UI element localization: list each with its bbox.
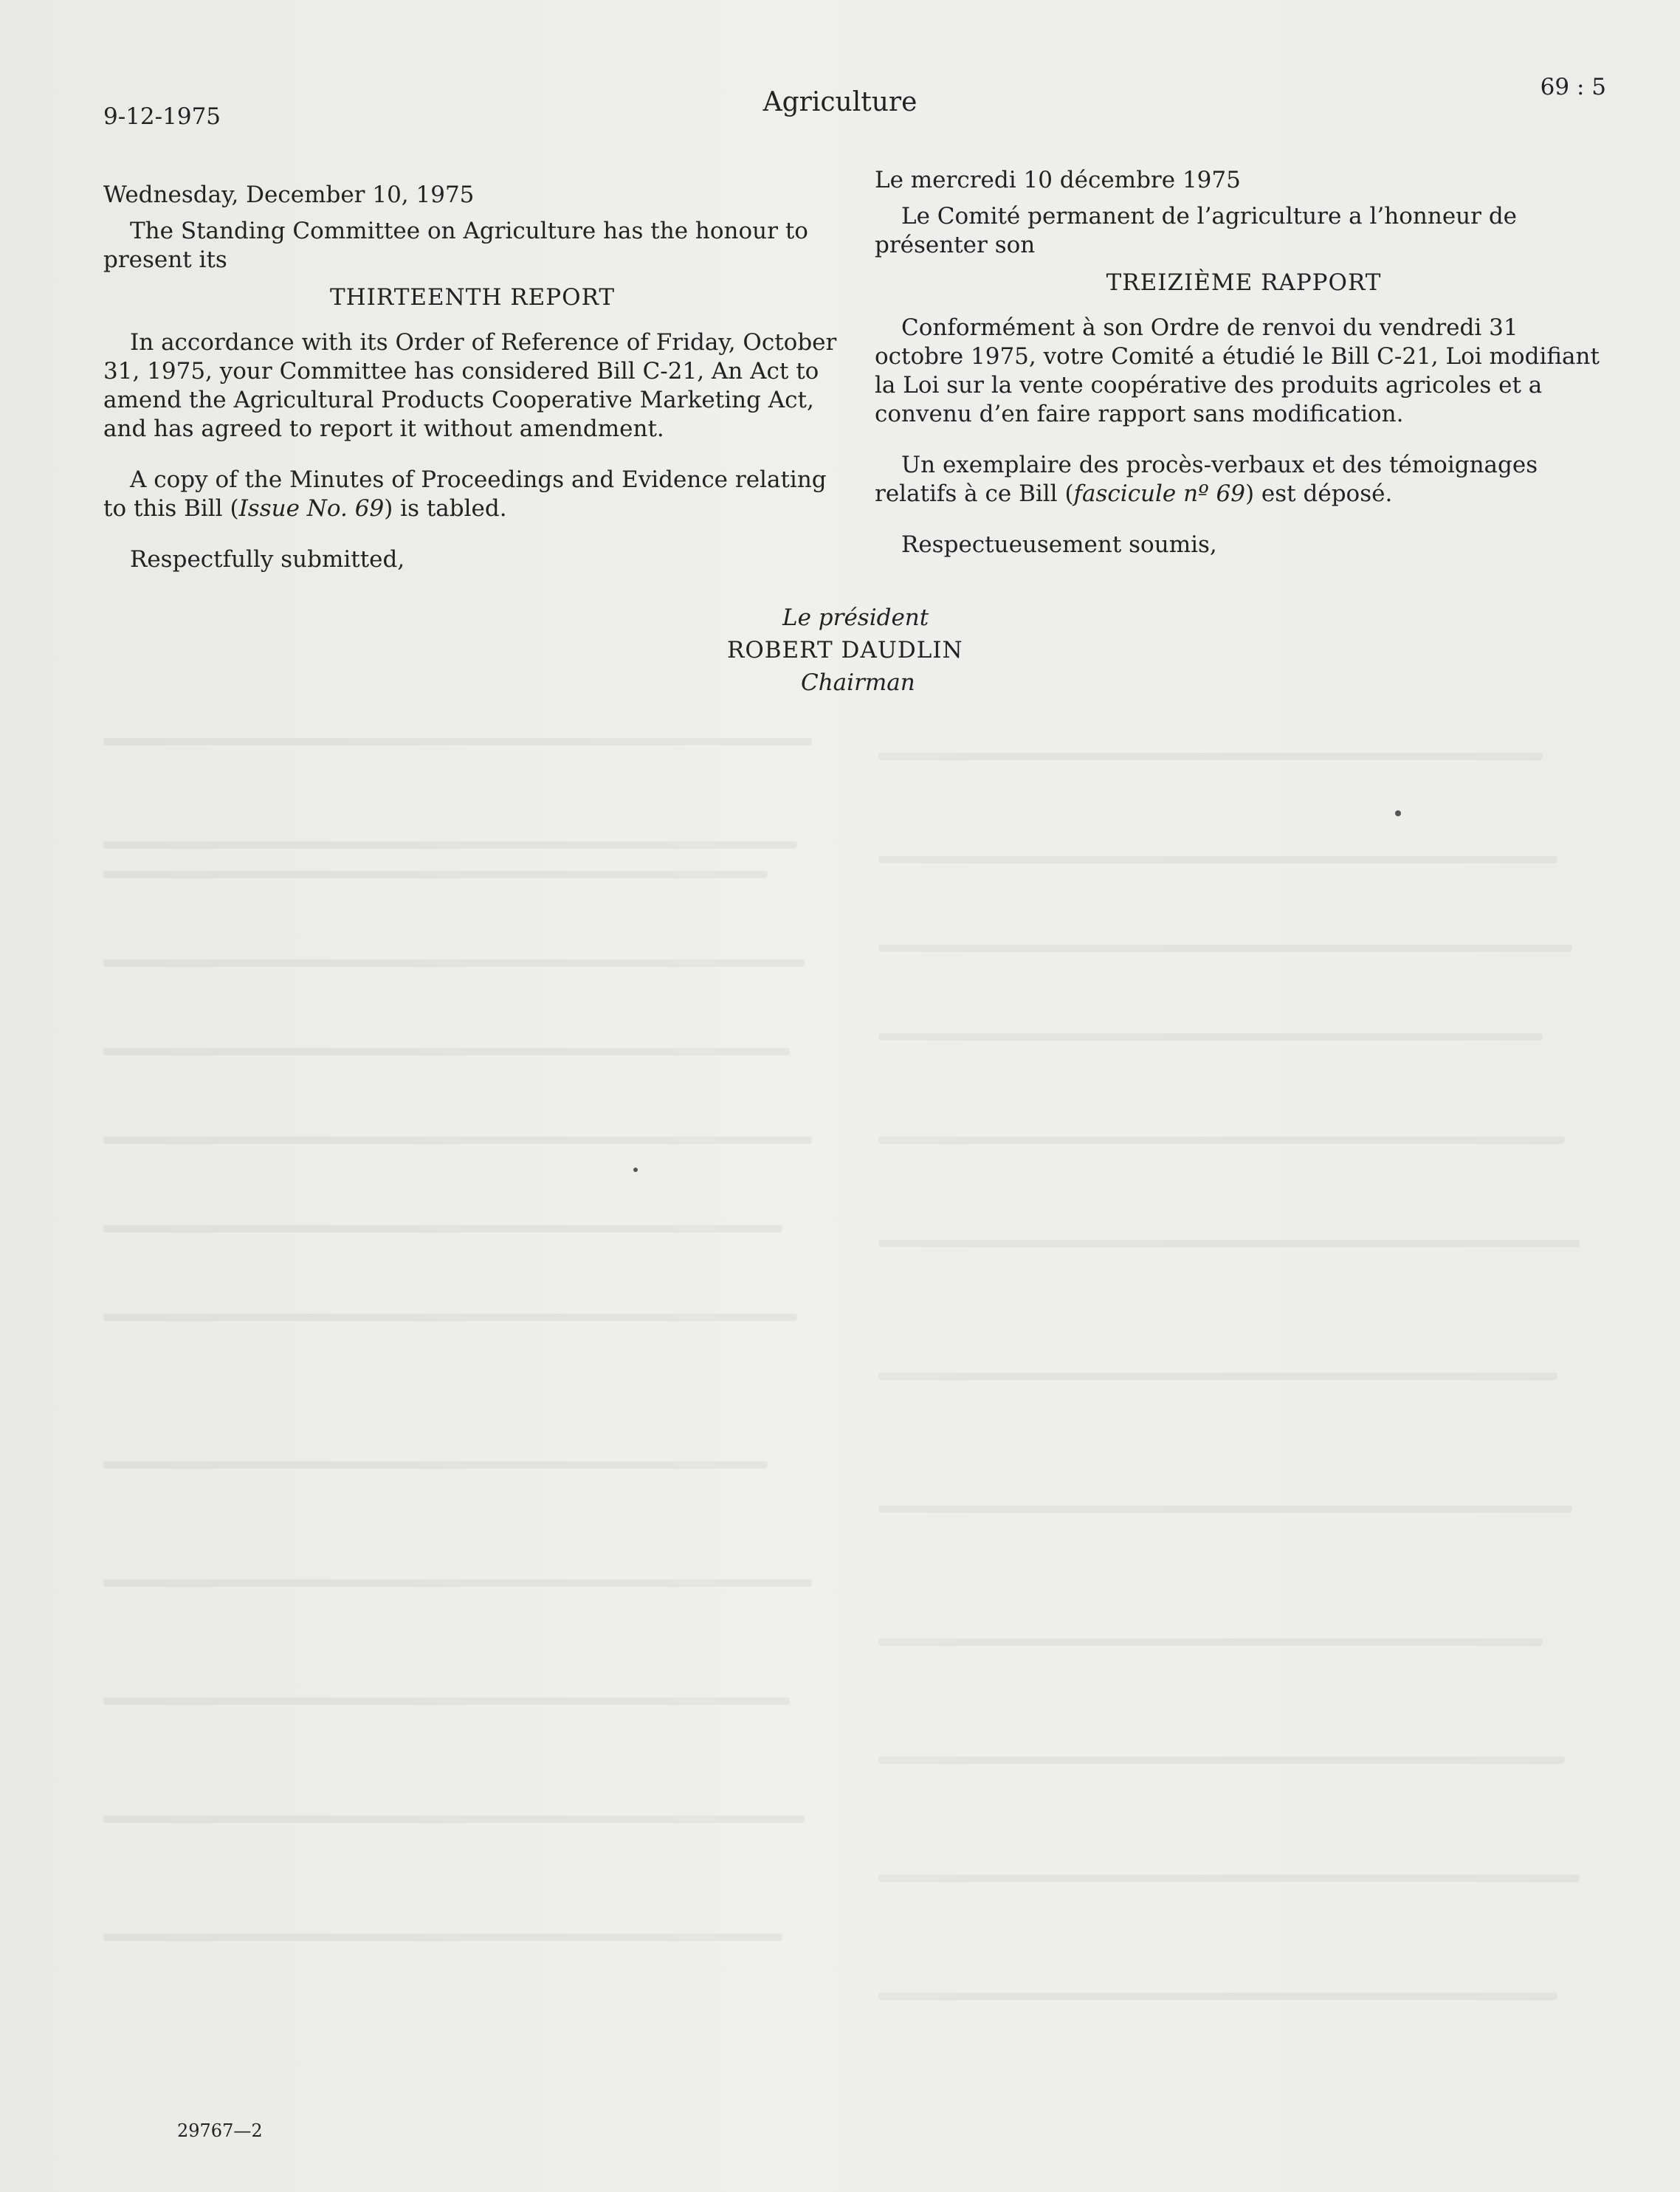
english-intro: The Standing Committee on Agriculture has the honour to present its (103, 218, 808, 273)
french-report-title: TREIZIÈME RAPPORT (1106, 269, 1382, 296)
bleed-line (103, 1314, 797, 1321)
bleed-line (878, 1137, 1565, 1144)
bleed-line (878, 1033, 1543, 1041)
english-closing: Respectfully submitted, (130, 546, 405, 573)
english-column (103, 181, 841, 596)
french-paragraph-2-text: Un exemplaire des procès-verbaux et des témoignages relatifs à ce Bill ( (875, 452, 1538, 507)
english-paragraph-2-end: ) is tabled. (384, 495, 507, 522)
signature-name: ROBERT DAUDLIN (727, 637, 963, 664)
bleed-line (103, 1137, 812, 1144)
bleed-line (878, 1875, 1580, 1882)
french-closing: Respectueusement soumis, (901, 531, 1217, 558)
bleed-line (878, 1373, 1557, 1380)
bleed-line (878, 753, 1543, 760)
bleed-line (103, 1934, 782, 1941)
french-column (875, 166, 1613, 582)
french-date: Le mercredi 10 décembre 1975 (875, 167, 1241, 193)
english-report-title: THIRTEENTH REPORT (329, 284, 616, 311)
ink-speck (1395, 810, 1401, 816)
bleed-line (878, 1757, 1565, 1764)
french-paragraph-2 (875, 451, 1613, 509)
bleed-line (878, 1506, 1572, 1513)
bleed-line (103, 738, 812, 745)
header-date: 9-12-1975 (103, 103, 221, 130)
french-issue-reference: fascicule nº 69 (1073, 480, 1245, 507)
bleed-line (103, 1816, 805, 1823)
bleed-line (103, 1698, 790, 1705)
bleed-line (103, 1461, 768, 1469)
bleed-line (878, 856, 1557, 864)
bleed-line (103, 841, 797, 849)
english-paragraph-1: In accordance with its Order of Reference of Friday, October 31, 1975, your Committee has considered Bill C-21, An Act to amend the Agricultural Products Cooperative Marketing Act, and has agreed to report it without amendment. (103, 329, 837, 442)
bleed-line (103, 871, 768, 878)
bleed-line (103, 1225, 782, 1233)
ink-speck (633, 1168, 638, 1172)
english-paragraph-2-text: A copy of the Minutes of Proceedings and Evidence relating to this Bill ( (103, 466, 827, 522)
bleed-line (103, 1579, 812, 1587)
french-intro: Le Comité permanent de l’agriculture a l’honneur de présenter son (875, 203, 1518, 258)
bleed-line (878, 1638, 1543, 1646)
signature-block (650, 602, 1092, 699)
bleed-line (878, 1240, 1580, 1247)
french-paragraph-2-end: ) est déposé. (1244, 480, 1393, 507)
bleed-line (103, 1048, 790, 1055)
bleed-through-texture (103, 723, 1580, 2096)
signature-title-english: Chairman (801, 669, 915, 696)
english-date: Wednesday, December 10, 1975 (103, 182, 475, 208)
english-paragraph-2 (103, 466, 841, 523)
bleed-line (878, 945, 1572, 952)
french-paragraph-1: Conformément à son Ordre de renvoi du vendredi 31 octobre 1975, votre Comité a étudié le Bill C-21, Loi modifiant la Loi sur la vente coopérative des produits agricoles et a convenu d’en faire rapport sans modification. (875, 314, 1600, 427)
footer-code: 29767—2 (177, 2120, 263, 2141)
english-issue-reference: Issue No. 69 (238, 495, 385, 522)
header-page-number: 69 : 5 (1540, 74, 1606, 100)
signature-title-french: Le président (782, 604, 929, 631)
header-title: Agriculture (762, 87, 918, 117)
bleed-line (103, 959, 805, 967)
bleed-line (878, 1993, 1557, 2000)
